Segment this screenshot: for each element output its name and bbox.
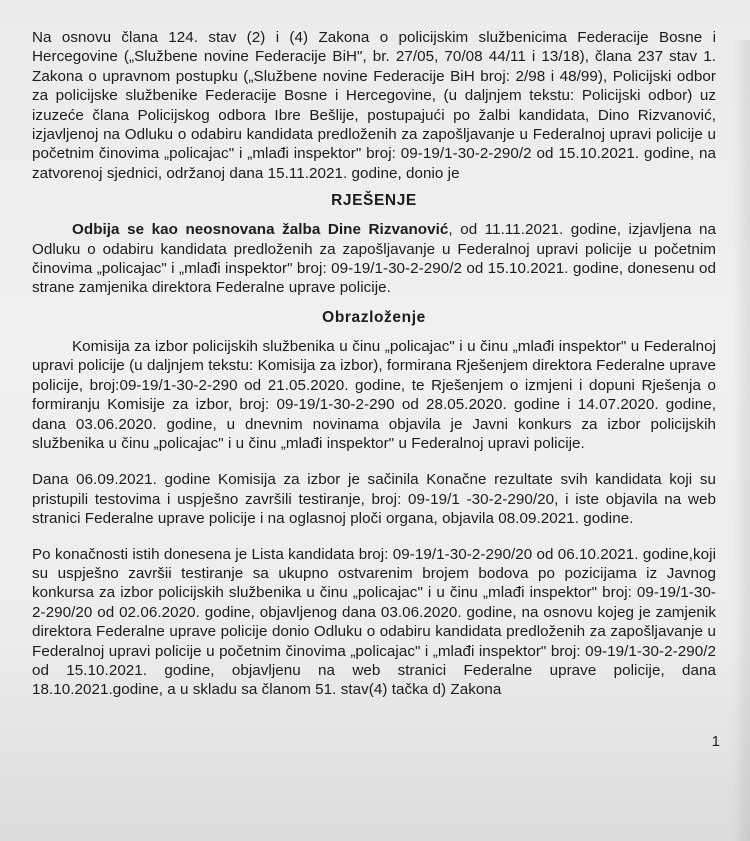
reasoning-paragraph-1: Komisija za izbor policijskih službenika u činu „policajac" i u činu „mlađi inspektor" u Federalnoj upravi policije (u daljnjem tekstu: Komisija za izbor), formirana Rješenjem direktora Federalne uprave policije, broj:09-19/1-30-2-290 od 21.05.2020. godine, te Rješenjem o izmjeni i dopuni Rješenja o formiranju Komisije za izbor, broj: 09-19/1-30-2-290 od 28.05.2020. godine i 14.07.2020. godine, dana 03.06.2020. godine, u dnevnim novinama objavila je Javni konkurs za izbor policijskih službenika u činu „policajac" i u činu „mlađi inspektor" u Federalnoj upravi policije.	[32, 337, 716, 452]
ruling-text: , od 11.11.2021. godine, izjavljena na Odluku o odabiru kandidata predloženih za zapošljavanje u Federalnoj upravi policije u početnim činovima „policajac" i „mlađi inspektor" broj: 09-19/1-30-2-290/2 od 15.10.2021. godine, donesenu od strane zamjenika direktora Federalne uprave policije.	[32, 221, 716, 297]
intro-paragraph: Na osnovu člana 124. stav (2) i (4) Zakona o policijskim službenicima Federacije Bosne i Hercegovine („Službene novine Federacije BiH", br. 27/05, 70/08 44/11 i 13/18), člana 237 stav 1. Zakona o upravnom postupku („Službene novine Federacije BiH broj: 2/98 i 48/99), Policijski odbor za policijske službenike Federacije Bosne i Hercegovine, (u daljnjem tekstu: Policijski odbor) uz izuzeće člana Policijskog odbora Ibre Bešlije, postupajući po žalbi kandidata, Dino Rizvanović, izjavljenoj na Odluku o odabiru kandidata predloženih za zapošljavanje u Federalnoj upravi policije u početnim činovima „policajac" i „mlađi inspektor" broj: 09-19/1-30-2-290/2 od 15.10.2021. godine, na zatvorenoj sjednici, održanoj dana 15.11.2021. godine, donio je	[32, 29, 716, 182]
reasoning-heading: Obrazloženje	[322, 308, 426, 326]
ruling-bold-text: Odbija se kao neosnovana žalba Dine Rizvanović	[72, 221, 449, 239]
reasoning-paragraph-2: Dana 06.09.2021. godine Komisija za izbor je sačinila Konačne rezultate svih kandidata koji su pristupili testovima i uspješno završili testiranje, broj: 09-19/1 -30-2-290/20, i iste objavila na web stranici Federalne uprave policije i na oglasnoj ploči organa, objavila 08.09.2021. godine.	[32, 471, 716, 528]
ruling-paragraph	[32, 220, 716, 298]
reasoning-paragraph-3: Po konačnosti istih donesena je Lista kandidata broj: 09-19/1-30-2-290/20 od 06.10.2021. godine,koji su uspješno završii testiranje sa ukupno ostvarenim brojem bodova po pozicijama iz Javnog konkursa za izbor policijskih službenika u činu „policajac" i u činu „mlađi inspektor" broj: 09-19/1-30-2-290/20 od 02.06.2020. godine, objavljenog dana 03.06.2020. godine, na osnovu kojeg je zamjenik direktora Federalne uprave policije donio Odluku o odabiru kandidata predloženih za zapošljavanje u Federalnoj upravi policije u početnim činovima „policajac" i „mlađi inspektor" broj: 09-19/1-30-2-290/2 od 15.10.2021. godine, objavljenu na web stranici Federalne uprave policije, dana 18.10.2021.godine, a u skladu sa članom 51. stav(4) tačka d) Zakona	[32, 545, 716, 699]
ruling-heading: RJEŠENJE	[331, 192, 417, 210]
page-number: 1	[711, 733, 720, 750]
